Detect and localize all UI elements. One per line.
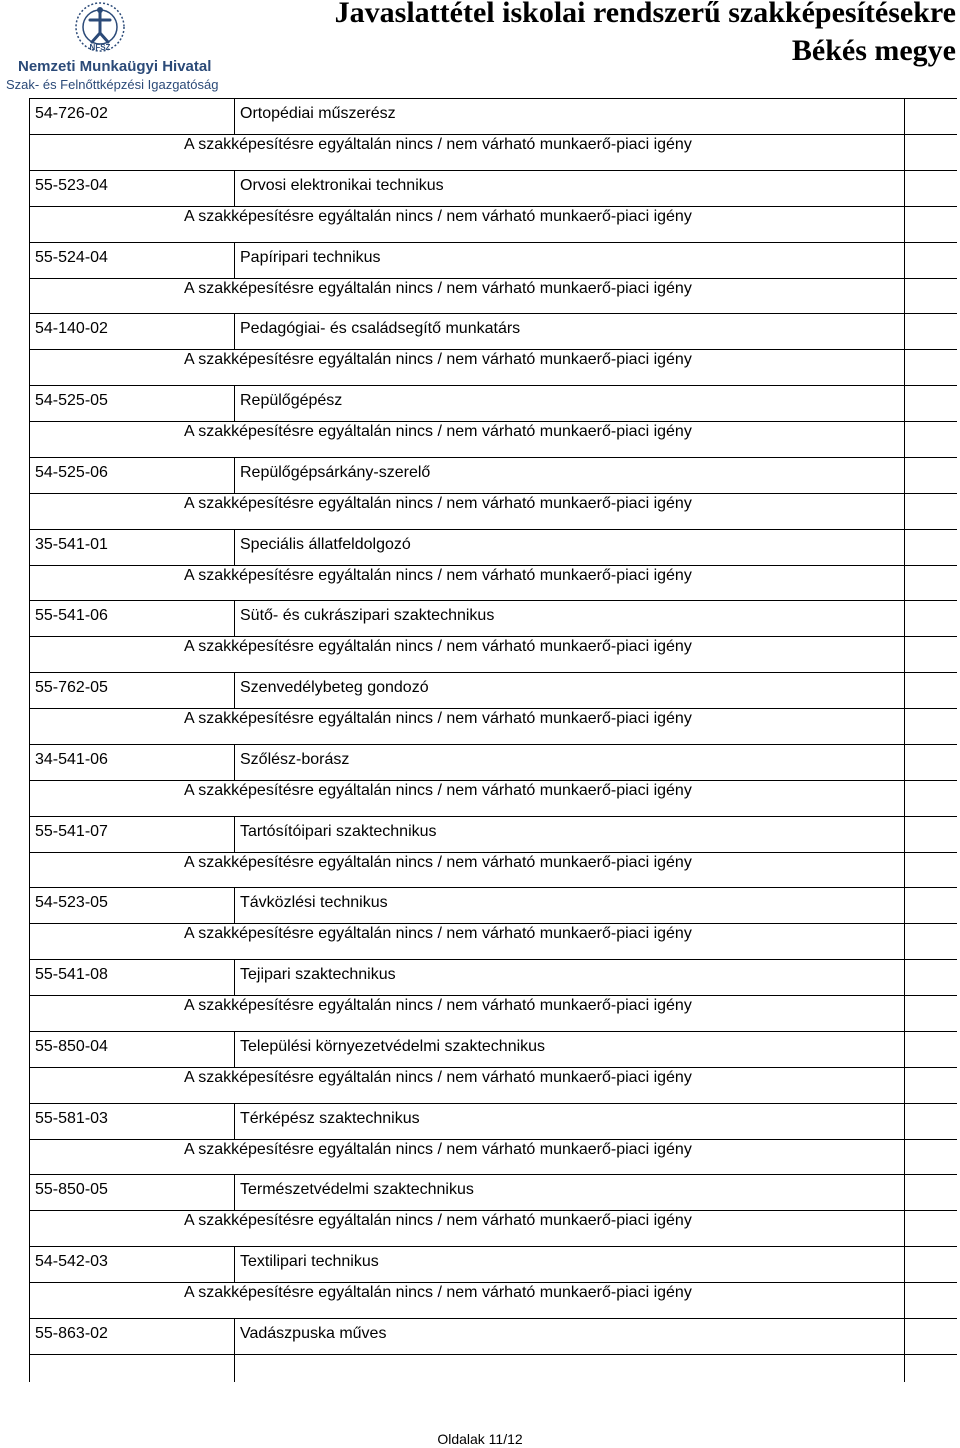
row-left-border [29, 959, 30, 995]
row-mid-border [234, 1318, 235, 1354]
page-title: Javaslattétel iskolai rendszerű szakképesítésekre [334, 0, 956, 29]
note-right-border [904, 206, 905, 242]
note-right-border [904, 134, 905, 170]
row-note: A szakképesítésre egyáltalán nincs / nem várható munkaerő-piaci igény [184, 997, 692, 1014]
row-mid-border [234, 1246, 235, 1282]
row-top-border [29, 1246, 957, 1247]
row-top-border [29, 1103, 957, 1104]
row-code: 34-541-06 [35, 750, 108, 768]
note-left-border [29, 636, 30, 672]
row-name: Sütő- és cukrászipari szaktechnikus [240, 607, 495, 625]
note-top-border [29, 349, 957, 350]
note-left-border [29, 349, 30, 385]
row-left-border [29, 887, 30, 923]
row-note: A szakképesítésre egyáltalán nincs / nem várható munkaerő-piaci igény [184, 710, 692, 727]
row-note: A szakképesítésre egyáltalán nincs / nem várható munkaerő-piaci igény [184, 494, 692, 512]
row-top-border [29, 457, 957, 458]
row-code: 54-542-03 [35, 1253, 108, 1270]
row-name: Települési környezetvédelmi szaktechnikus [240, 1037, 546, 1055]
row-mid-border [234, 98, 235, 134]
row-right-border [904, 457, 905, 493]
row-mid-border [234, 672, 235, 708]
row-mid-border [234, 1174, 235, 1210]
note-left-border [29, 206, 30, 242]
row-mid-border [234, 744, 235, 780]
row-right-border [904, 1246, 905, 1282]
row-mid-border [234, 170, 235, 206]
row-code: 54-140-02 [35, 320, 108, 338]
row-top-border [29, 385, 957, 386]
note-top-border [29, 278, 957, 279]
note-left-border [29, 134, 30, 170]
note-right-border [904, 278, 905, 314]
row-code: 55-523-04 [35, 176, 108, 194]
row-top-border [29, 887, 957, 888]
row-name: Textilipari technikus [240, 1253, 379, 1270]
note-top-border [29, 708, 957, 709]
row-name: Papíripari technikus [240, 248, 381, 266]
row-code: 54-525-05 [35, 392, 108, 409]
row-right-border [904, 1031, 905, 1067]
note-right-border [904, 565, 905, 601]
row-name: Térképész szaktechnikus [240, 1109, 420, 1127]
row-mid-border [234, 600, 235, 636]
row-left-border [29, 1174, 30, 1210]
note-top-border [29, 995, 957, 996]
nfsz-emblem-icon [0, 0, 200, 60]
tail-top-border [29, 1354, 957, 1355]
org-logo [0, 0, 219, 98]
note-top-border [29, 493, 957, 494]
row-left-border [29, 170, 30, 206]
note-right-border [904, 1067, 905, 1103]
note-top-border [29, 565, 957, 566]
note-left-border [29, 923, 30, 959]
row-right-border [904, 1103, 905, 1139]
row-top-border [29, 959, 957, 960]
page-subtitle: Békés megye [791, 34, 956, 67]
note-right-border [904, 1282, 905, 1318]
row-left-border [29, 385, 30, 421]
row-code: 55-850-04 [35, 1037, 108, 1055]
row-name: Tejipari szaktechnikus [240, 966, 396, 983]
row-top-border [29, 1031, 957, 1032]
note-left-border [29, 1210, 30, 1246]
row-mid-border [234, 242, 235, 278]
page-footer [0, 1431, 960, 1447]
note-right-border [904, 636, 905, 672]
note-left-border [29, 708, 30, 744]
note-left-border [29, 421, 30, 457]
row-note: A szakképesítésre egyáltalán nincs / nem várható munkaerő-piaci igény [184, 1212, 692, 1230]
note-right-border [904, 852, 905, 888]
note-top-border [29, 923, 957, 924]
note-top-border [29, 206, 957, 207]
org-name: Nemzeti Munkaügyi Hivatal [18, 58, 212, 75]
row-right-border [904, 959, 905, 995]
row-note: A szakképesítésre egyáltalán nincs / nem várható munkaerő-piaci igény [184, 279, 692, 297]
tail-left-border [29, 1354, 30, 1382]
row-name: Repülőgépsárkány-szerelő [240, 463, 431, 481]
note-top-border [29, 134, 957, 135]
row-code: 55-541-07 [35, 822, 108, 840]
row-note: A szakképesítésre egyáltalán nincs / nem várható munkaerő-piaci igény [184, 853, 692, 871]
row-note: A szakképesítésre egyáltalán nincs / nem várható munkaerő-piaci igény [184, 207, 692, 225]
row-code: 54-726-02 [35, 105, 108, 122]
note-left-border [29, 995, 30, 1031]
row-top-border [29, 744, 957, 745]
row-mid-border [234, 529, 235, 565]
note-right-border [904, 780, 905, 816]
note-top-border [29, 1282, 957, 1283]
row-code: 55-762-05 [35, 679, 108, 696]
row-right-border [904, 242, 905, 278]
row-left-border [29, 1318, 30, 1354]
row-left-border [29, 600, 30, 636]
row-right-border [904, 98, 905, 134]
row-code: 55-850-05 [35, 1181, 108, 1199]
row-left-border [29, 1031, 30, 1067]
tail-right-border [904, 1354, 905, 1382]
note-left-border [29, 1139, 30, 1175]
row-note: A szakképesítésre egyáltalán nincs / nem várható munkaerő-piaci igény [184, 1068, 692, 1086]
row-left-border [29, 744, 30, 780]
row-right-border [904, 385, 905, 421]
note-top-border [29, 1067, 957, 1068]
row-left-border [29, 242, 30, 278]
row-right-border [904, 816, 905, 852]
row-left-border [29, 1246, 30, 1282]
note-right-border [904, 493, 905, 529]
note-left-border [29, 852, 30, 888]
row-left-border [29, 457, 30, 493]
row-top-border [29, 816, 957, 817]
row-name: Szőlész-borász [240, 750, 350, 768]
row-top-border [29, 600, 957, 601]
row-note: A szakképesítésre egyáltalán nincs / nem várható munkaerő-piaci igény [184, 351, 692, 369]
row-left-border [29, 1103, 30, 1139]
page-number: Oldalak 11/12 [437, 1431, 523, 1447]
tail-mid-border [234, 1354, 235, 1382]
row-code: 35-541-01 [35, 535, 108, 553]
note-right-border [904, 995, 905, 1031]
org-sub: Szak- és Felnőttképzési Igazgatóság [6, 77, 219, 92]
row-right-border [904, 600, 905, 636]
logo-text: NFSZ [89, 43, 111, 52]
row-mid-border [234, 457, 235, 493]
note-top-border [29, 1210, 957, 1211]
row-right-border [904, 313, 905, 349]
row-code: 55-863-02 [35, 1324, 108, 1342]
row-right-border [904, 744, 905, 780]
row-name: Tartósítóipari szaktechnikus [240, 822, 437, 840]
row-left-border [29, 529, 30, 565]
row-name: Orvosi elektronikai technikus [240, 176, 444, 194]
row-name: Természetvédelmi szaktechnikus [240, 1181, 474, 1199]
note-top-border [29, 852, 957, 853]
note-left-border [29, 278, 30, 314]
row-note: A szakképesítésre egyáltalán nincs / nem várható munkaerő-piaci igény [184, 638, 692, 656]
row-mid-border [234, 385, 235, 421]
note-top-border [29, 780, 957, 781]
row-mid-border [234, 1103, 235, 1139]
note-left-border [29, 493, 30, 529]
row-left-border [29, 98, 30, 134]
row-mid-border [234, 887, 235, 923]
row-top-border [29, 1318, 957, 1319]
row-left-border [29, 313, 30, 349]
row-mid-border [234, 313, 235, 349]
row-top-border [29, 529, 957, 530]
row-name: Speciális állatfeldolgozó [240, 535, 411, 553]
row-code: 55-541-08 [35, 966, 108, 983]
row-name: Pedagógiai- és családsegítő munkatárs [240, 320, 521, 338]
note-top-border [29, 636, 957, 637]
row-note: A szakképesítésre egyáltalán nincs / nem várható munkaerő-piaci igény [184, 566, 692, 584]
note-right-border [904, 1139, 905, 1175]
row-top-border [29, 98, 957, 99]
row-note: A szakképesítésre egyáltalán nincs / nem várható munkaerő-piaci igény [184, 423, 692, 440]
row-name: Szenvedélybeteg gondozó [240, 679, 429, 696]
note-top-border [29, 1139, 957, 1140]
row-note: A szakképesítésre egyáltalán nincs / nem várható munkaerő-piaci igény [184, 781, 692, 799]
row-left-border [29, 672, 30, 708]
row-name: Repülőgépész [240, 392, 343, 409]
row-name: Ortopédiai műszerész [240, 105, 396, 122]
row-note: A szakképesítésre egyáltalán nincs / nem várható munkaerő-piaci igény [184, 1140, 692, 1158]
row-note: A szakképesítésre egyáltalán nincs / nem várható munkaerő-piaci igény [184, 925, 692, 943]
note-right-border [904, 349, 905, 385]
row-top-border [29, 242, 957, 243]
row-code: 55-524-04 [35, 248, 108, 266]
row-right-border [904, 1174, 905, 1210]
row-right-border [904, 887, 905, 923]
row-name: Távközlési technikus [240, 894, 388, 912]
row-mid-border [234, 816, 235, 852]
note-right-border [904, 1210, 905, 1246]
row-right-border [904, 529, 905, 565]
row-code: 55-581-03 [35, 1109, 108, 1127]
note-top-border [29, 421, 957, 422]
note-right-border [904, 708, 905, 744]
row-left-border [29, 816, 30, 852]
row-top-border [29, 672, 957, 673]
row-right-border [904, 170, 905, 206]
row-code: 54-523-05 [35, 894, 108, 912]
row-mid-border [234, 1031, 235, 1067]
row-right-border [904, 672, 905, 708]
note-right-border [904, 421, 905, 457]
note-right-border [904, 923, 905, 959]
row-top-border [29, 170, 957, 171]
row-top-border [29, 313, 957, 314]
row-note: A szakképesítésre egyáltalán nincs / nem várható munkaerő-piaci igény [184, 136, 692, 153]
note-left-border [29, 1282, 30, 1318]
row-code: 54-525-06 [35, 463, 108, 481]
row-code: 55-541-06 [35, 607, 108, 625]
note-left-border [29, 565, 30, 601]
row-mid-border [234, 959, 235, 995]
row-name: Vadászpuska műves [240, 1324, 387, 1342]
note-left-border [29, 1067, 30, 1103]
row-right-border [904, 1318, 905, 1354]
note-left-border [29, 780, 30, 816]
row-top-border [29, 1174, 957, 1175]
row-note: A szakképesítésre egyáltalán nincs / nem várható munkaerő-piaci igény [184, 1284, 692, 1301]
